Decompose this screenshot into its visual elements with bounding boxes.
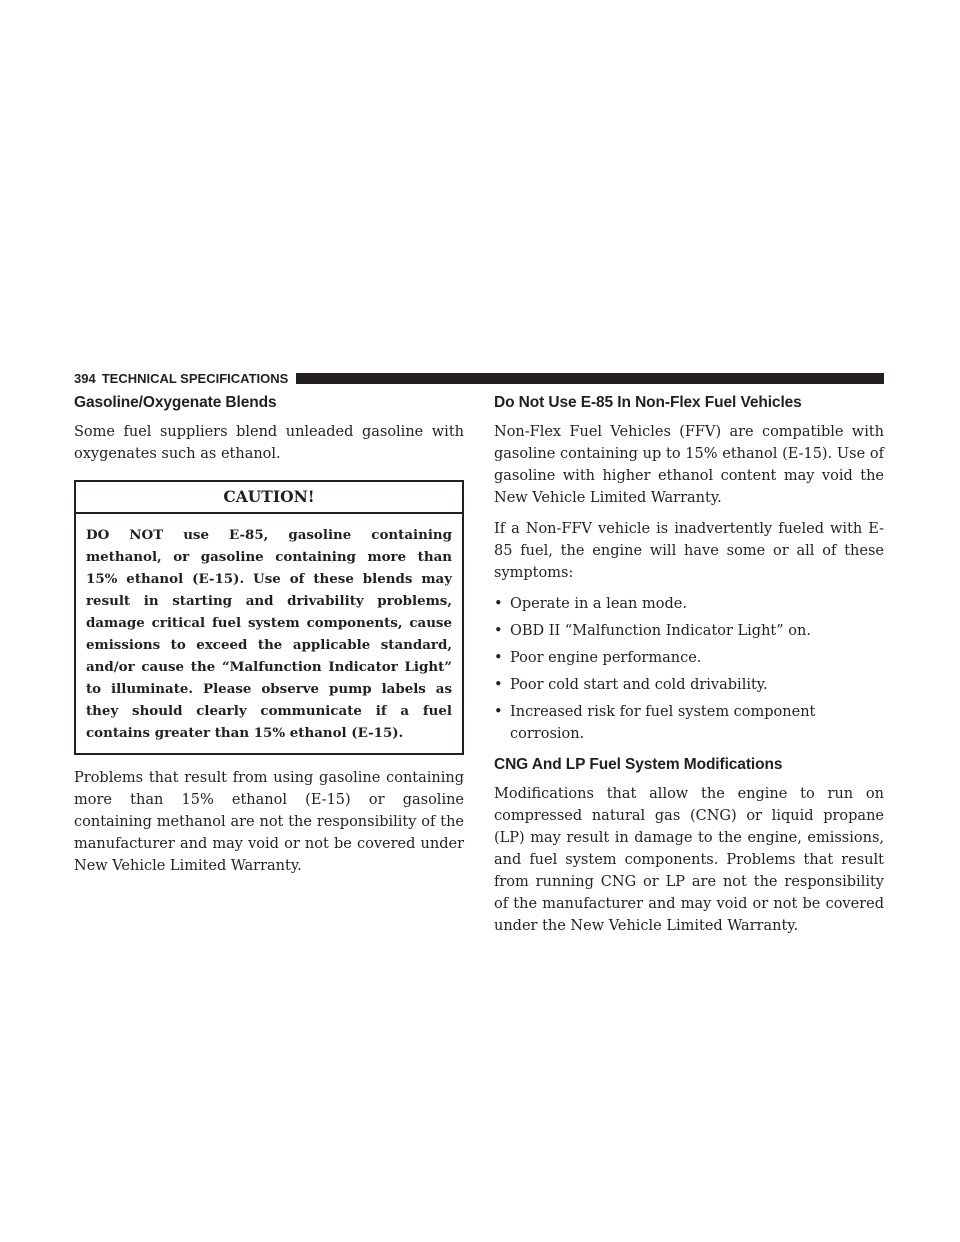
symptoms-intro-paragraph: If a Non-FFV vehicle is inadvertently fueled with E-85 fuel, the engine will have some or all of these symptoms:: [494, 521, 884, 581]
caution-body: DO NOT use E-85, gasoline containing methanol, or gasoline containing more than 15% ethanol (E-15). Use of these blends may result in starting and drivability problems, damage critical fuel system components, cause emissions to exceed the applicable standard, and/or cause the “Malfunction Indicator Light” to illuminate. Please observe pump labels as they should clearly communicate if a fuel contains greater than 15% ethanol (E-15).: [86, 527, 452, 741]
caution-title: CAUTION!: [76, 482, 462, 514]
list-item: • Poor cold start and cold drivability.: [494, 674, 884, 696]
bullet-icon: •: [494, 596, 503, 612]
list-item: • Poor engine performance.: [494, 647, 884, 669]
intro-paragraph: Some fuel suppliers blend unleaded gasoline with oxygenates such as ethanol.: [74, 424, 464, 462]
header-rule: [296, 373, 884, 384]
bullet-icon: •: [494, 623, 503, 639]
bullet-icon: •: [494, 677, 503, 693]
page-number: 394: [74, 370, 96, 386]
heading-cng-lp: CNG And LP Fuel System Modifications: [494, 756, 783, 773]
bullet-icon: •: [494, 650, 503, 666]
page-header: [74, 369, 884, 387]
heading-non-flex-fuel: Do Not Use E-85 In Non-Flex Fuel Vehicles: [494, 394, 802, 411]
warranty-paragraph: Problems that result from using gasoline containing more than 15% ethanol (E-15) or gasoline containing methanol are not the responsibility of the manufacturer and may void or not be covered under New Vehicle Limited Warranty.: [74, 770, 464, 874]
list-item: • Operate in a lean mode.: [494, 593, 884, 615]
ffv-paragraph: Non-Flex Fuel Vehicles (FFV) are compatible with gasoline containing up to 15% ethanol (E-15). Use of gasoline with higher ethanol content may void the New Vehicle Limited Warranty.: [494, 424, 884, 506]
list-item: • Increased risk for fuel system component corrosion.: [494, 701, 884, 745]
left-column: [74, 393, 464, 886]
section-title: TECHNICAL SPECIFICATIONS: [101, 370, 289, 386]
bullet-icon: •: [494, 704, 503, 720]
caution-box: [74, 480, 464, 755]
right-column: [494, 393, 884, 946]
cng-lp-paragraph: Modifications that allow the engine to run on compressed natural gas (CNG) or liquid propane (LP) may result in damage to the engine, emissions, and fuel system components. Problems that result from running CNG or LP are not the responsibility of the manufacturer and may void or not be covered under the New Vehicle Limited Warranty.: [494, 786, 884, 934]
symptoms-list: [494, 593, 884, 745]
heading-oxygenate-blends: Gasoline/Oxygenate Blends: [74, 394, 277, 411]
list-item: • OBD II “Malfunction Indicator Light” on.: [494, 620, 884, 642]
